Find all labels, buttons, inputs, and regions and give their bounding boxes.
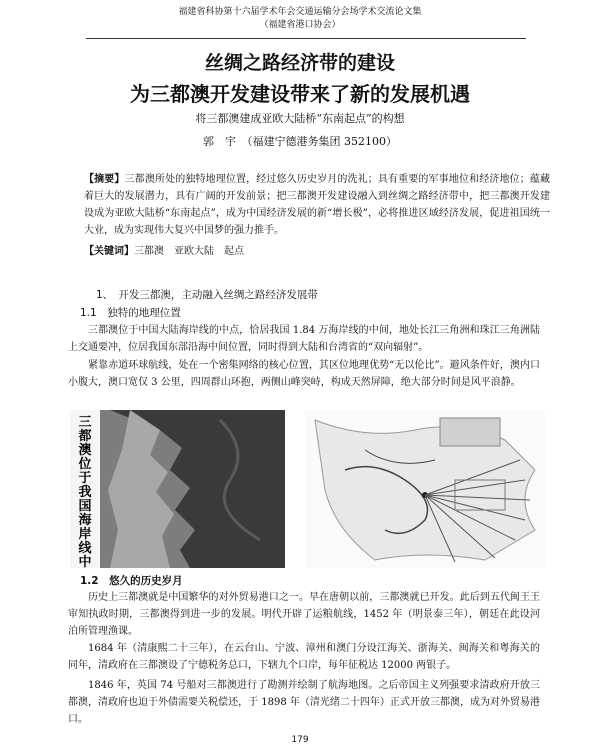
- route-map: [305, 410, 545, 568]
- author-line: 郭 宇 （福建宁德港务集团 352100）: [203, 135, 397, 148]
- running-header: [0, 6, 600, 32]
- keywords: [84, 242, 550, 257]
- abstract-text: 三都澳所处的独特地理位置，经过悠久历史岁月的洗礼；具有重要的军事地位和经济地位；蕴藏着巨大的发展潜力，具有广阔的开发前景；把三都澳开发建设融入到丝绸之路经济带中，把三都澳开发建设成为亚欧大陆桥“东南起点”，成为中国经济发展的新“增长极”，必将推进区域经济发展，促进祖国统一大业，成为实现伟大复兴中国梦的强力推手。: [84, 174, 551, 236]
- section-1-2-heading: 1.2 悠久的历史岁月: [80, 575, 183, 587]
- paragraph-1: 三都澳位于中国大陆海岸线的中点，恰居我国 1.84 万海岸线的中间，地处长江三角洲和珠江三角洲陆上交通要冲，位居我国东部沿海中间位置，同时得到大陆和台湾省的“双向辐射”。: [68, 325, 540, 353]
- satellite-map: [70, 410, 285, 568]
- subtitle: 将三都澳建成亚欧大陆桥“东南起点”的构想: [195, 112, 405, 125]
- abstract: [84, 171, 550, 239]
- header-rule: [86, 38, 526, 39]
- title-line-2: 为三都澳开发建设带来了新的发展机遇: [130, 82, 470, 106]
- title-line-1: 丝绸之路经济带的建设: [204, 52, 395, 74]
- keywords-label: 【关键词】: [84, 246, 134, 257]
- header-line-2: （福建省港口协会）: [259, 20, 341, 30]
- page-number: 179: [291, 735, 309, 745]
- header-line-1: 福建省科协第十六届学术年会交通运输分会场学术交流论文集: [178, 7, 422, 17]
- abstract-label: 【摘要】: [84, 174, 125, 185]
- paragraph-3: 历史上三都澳就是中国繁华的对外贸易港口之一。早在唐朝以前，三都澳就已开发。此后到五代闽王王审知执政时期，三都澳得到进一步的发展。明代开辟了运粮航线，1452 年（明景泰三年），朝廷在此设河泊所管理渔课。: [68, 592, 540, 637]
- map-caption: 三都澳位于我国海岸线中: [78, 415, 92, 568]
- paragraph-2: 紧靠赤道环球航线，处在一个密集网络的核心位置，其区位地理优势“无以伦比”。避风条件好，澳内口小腹大，澳口宽仅 3 公里，四周群山环抱，两侧山峰突峙，构成天然屏障，绝大部分时间是风平浪静。: [68, 360, 540, 388]
- figure-maps: [70, 410, 545, 568]
- paragraph-4: 1684 年（清康熙二十三年），在云台山、宁波、漳州和澳门分设江海关、浙海关、闽海关和粤海关的同年，清政府在三都澳设了宁德税务总口，下辖九个口岸，每年征税达 12000 两银子。: [68, 643, 540, 671]
- section-1-1-heading: 1.1 独特的地理位置: [80, 307, 181, 319]
- keywords-text: 三都澳 亚欧大陆 起点: [134, 246, 244, 257]
- section-1-heading: 1、 开发三都澳，主动融入丝绸之路经济发展带: [96, 289, 318, 301]
- paragraph-5: 1846 年，英国 74 号船对三都澳进行了勘测并绘制了航海地图。之后帝国主义列强要求清政府开放三都澳，清政府也迫于外债需要关税偿还，于 1898 年（清光绪二十四年）正式开放三都澳，成为对外贸易港口。: [68, 680, 540, 725]
